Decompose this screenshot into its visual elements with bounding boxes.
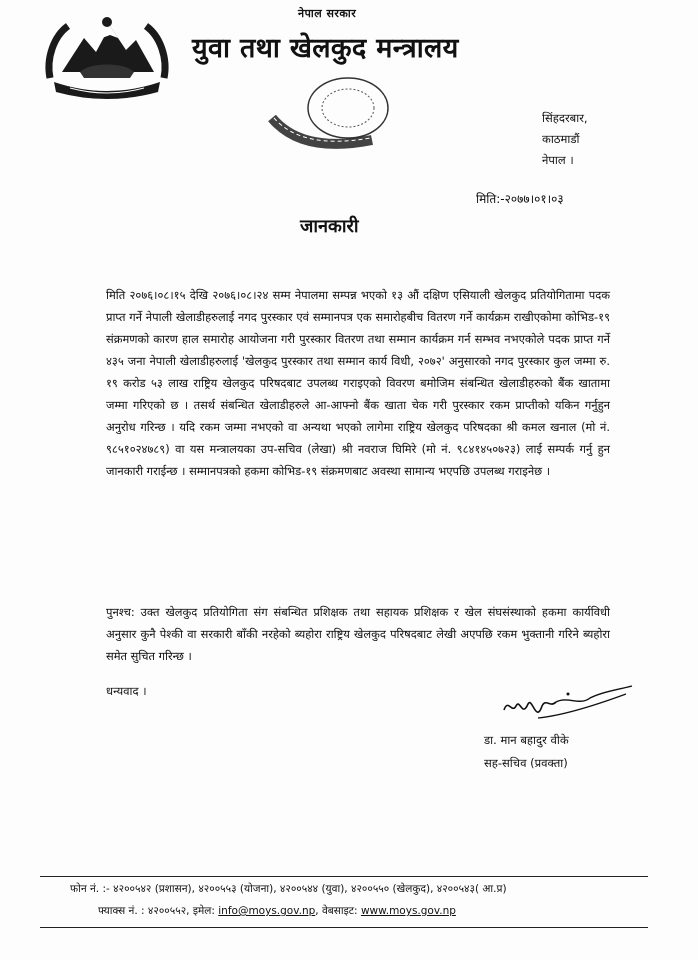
address-line: नेपाल । — [542, 153, 574, 167]
footer-divider — [40, 876, 648, 877]
email-link[interactable]: info@moys.gov.np — [218, 905, 316, 917]
address-line: काठमाडौं — [542, 132, 580, 146]
ministry-stamp-icon — [262, 70, 412, 156]
notice-title: जानकारी — [300, 216, 359, 237]
footer-contact — [98, 904, 456, 918]
signatory-title: सह-सचिव (प्रवक्ता) — [484, 756, 568, 770]
website-link[interactable]: www.moys.gov.np — [360, 905, 456, 917]
government-name: नेपाल सरकार — [298, 7, 357, 20]
postscript-paragraph: पुनश्च: उक्त खेलकुद प्रतियोगिता संग संबन्धित प्रशिक्षक तथा सहायक प्रशिक्षक र खेल संघसंस्थाको हकमा कार्यविधी अनुसार कुनै पेश्की वा सरकारी बाँकी नरहेको ब्यहोरा राष्ट्रिय खेलकुद परिषदबाट लेखी अएपछि रकम भुक्तानी गरिने ब्यहोरा समेत सुचित गरिन्छ । — [106, 605, 610, 663]
nepal-emblem-icon — [40, 8, 174, 100]
office-address — [542, 108, 588, 171]
ministry-name: युवा तथा खेलकुद मन्त्रालय — [192, 33, 459, 64]
address-line: सिंहदरबार, — [542, 111, 588, 125]
footer-divider — [40, 927, 648, 928]
signatory-name: डा. मान बहादुर वीके — [484, 733, 569, 747]
website-label: , वेबसाइट: — [315, 905, 358, 917]
closing-thanks: धन्यवाद । — [106, 684, 147, 698]
signature-icon — [498, 684, 638, 732]
letter-date: मिति:-२०७७।०१।०३ — [476, 192, 564, 206]
footer-phone-numbers: फोन नं. :- ४२००५४२ (प्रशासन), ४२००५५३ (योजना), ४२००५४४ (युवा), ४२००५५० (खेलकुद), ४२००५४३( आ.प्र) — [70, 883, 507, 895]
body-paragraph: मिति २०७६।०८।१५ देखि २०७६।०८।२४ सम्म नेपालमा सम्पन्न भएको १३ औं दक्षिण एसियाली खेलकुद प्रतियोगितामा पदक प्राप्त गर्ने नेपाली खेलाडीहरुलाई नगद पुरस्कार एवं सम्मानपत्र एक समारोहबीच वितरण गर्ने कार्यक्रम राखीएकोमा कोभिड-१९ संक्रमणको कारण हाल समारोह आयोजना गरी पुरस्कार वितरण तथा सम्मान कार्यक्रम गर्न सम्भव नभएकोले पदक प्राप्त गर्ने ४३५ जना नेपाली खेलाडीहरुलाई 'खेलकुद पुरस्कार तथा सम्मान कार्य विधी, २०७२' अनुसारको नगद पुरस्कार कुल जम्मा रु. १९ करोड ५३ लाख राष्ट्रिय खेलकुद परिषदबाट उपलब्ध गराइएको विवरण बमोजिम संबन्धित खेलाडीहरुको बैंक खातामा जम्मा गरिएको छ । तसर्थ संबन्धित खेलाडीहरुले आ-आफ्नो बैंक खाता चेक गरी पुरस्कार रकम प्राप्तीको यकिन गर्नुहुन अनुरोध गरिन्छ । यदि रकम जम्मा नभएको वा अन्यथा भएको लागेमा राष्ट्रिय खेलकुद परिषदका श्री कमल खनाल (मो नं. ९८५१०२४७८९) वा यस मन्त्रालयका उप-सचिव (लेखा) श्री नवराज घिमिरे (मो नं. ९८४१४५०७२३) लाई सम्पर्क गर्नु हुन जानकारी गराईन्छ । सम्मानपत्रको हकमा कोभिड-१९ संक्रमणबाट अवस्था सामान्य भएपछि उपलब्ध गराइनेछ । — [106, 288, 610, 478]
fax-email-label: फ्याक्स नं. : ४२००५५२, इमेल: — [98, 905, 215, 917]
